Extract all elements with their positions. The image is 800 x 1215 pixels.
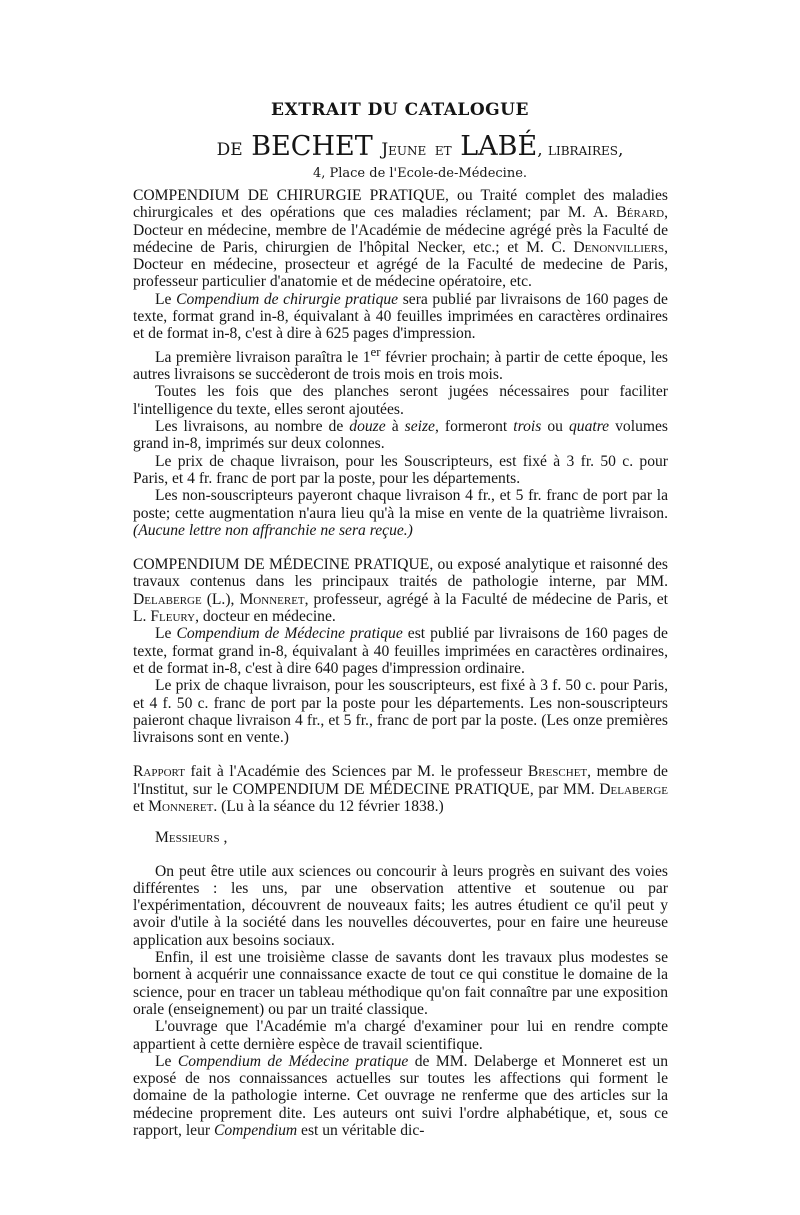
rapport-paragraph [133, 1053, 668, 1139]
rapport-paragraph: L'ouvrage que l'Académie m'a chargé d'examiner pour lui en rendre compte appartient à cette dernière espèce de travail scientifique. [133, 1018, 668, 1053]
entry-chirurgie-paragraph [133, 418, 668, 453]
entry-medecine-paragraph: Le prix de chaque livraison, pour les souscripteurs, est fixé à 3 f. 50 c. pour Paris, et 4 f. 50 c. franc de port par la poste pour les départements. Les non-souscripteurs paieront chaque livraison 4 fr., et 5 fr., franc de port par la poste. (Les onze premières livraisons sont en vente.) [133, 677, 668, 747]
author-berard: Bérard [616, 204, 665, 222]
text-run: Le [155, 1052, 178, 1070]
publisher-name [20, 131, 800, 166]
author-delaberge: Delaberge [133, 590, 202, 608]
entry-chirurgie-paragraph: Le prix de chaque livraison, pour les Souscripteurs, est fixé à 3 fr. 50 c. pour Paris, et 4 fr. franc de port par la poste, pour les départements. [133, 452, 668, 487]
text-run: Le [155, 290, 177, 308]
text-run: est un véritable dic- [297, 1122, 425, 1140]
text-run: ou [541, 418, 569, 436]
rapport-lead: Rapport [133, 763, 185, 781]
author-fleury: Fleury [150, 608, 196, 626]
publisher-jeune: Jeune [381, 140, 427, 160]
entry-chirurgie-heading [133, 187, 668, 291]
entry-chirurgie-desc: , Docteur en médecine, membre de l'Académie de médecine agrégé près la Faculté de médecine de Paris, chirurgien de l'hôpital Necker, etc.; et M. C. [133, 204, 668, 256]
publisher-de: DE [216, 140, 243, 160]
entry-medecine-desc: , professeur, agrégé à la Faculté de médecine de Paris, et L. [133, 590, 668, 626]
publisher-address: 4, Place de l'Ecole-de-Médecine. [312, 166, 528, 181]
text-run: est publié par livraisons de 160 pages de texte, format grand in-8, équivalant à 40 feuilles imprimées en caractères ordinaires, et de format in-8, c'est à dire 640 pages d'impression ordinaire. [133, 625, 668, 677]
text-run: , formeront [434, 418, 514, 436]
publisher-labe: LABÉ [460, 131, 538, 162]
text-run: . (Lu à la séance du 12 février 1838.) [213, 797, 444, 815]
entry-medecine-heading [133, 556, 668, 625]
text-run: Les non-souscripteurs payeront chaque livraison 4 fr., et 5 fr. franc de port par la poste; cette augmentation n'aura lieu qu'à la mise en vente de la quatrième livraison. [133, 487, 668, 522]
emphasis: trois [513, 418, 542, 436]
entry-chirurgie-paragraph [133, 487, 668, 539]
salutation: Messieurs , [155, 829, 228, 847]
superscript: er [370, 343, 381, 359]
entry-chirurgie-title: COMPENDIUM DE CHIRURGIE PRATIQUE [133, 187, 446, 204]
publisher-libraires: , libraires, [537, 140, 624, 160]
text-run: février prochain; à partir de cette époque, les autres livraisons se succèderont de trois mois en trois mois. [133, 348, 668, 384]
entry-chirurgie-desc: , ou Traité complet des maladies chirurgicales et des opérations que ces maladies réclament; par M. A. [133, 187, 668, 222]
entry-chirurgie-paragraph [133, 343, 668, 384]
entry-medecine-desc: (L.), [201, 590, 240, 608]
text-run: Les livraisons, au nombre de [155, 418, 350, 436]
text-run: , membre de l'Institut, sur le COMPENDIUM DE MÉDECINE PRATIQUE, par MM. [133, 763, 668, 798]
name-delaberge: Delaberge [599, 780, 668, 798]
work-title: Compendium de Médecine pratique [177, 1052, 409, 1070]
text-run: de MM. Delaberge et Monneret est un exposé de nos connaissances actuelles sur toutes les affections qui forment le domaine de la pathologie interne. Cet ouvrage ne renferme que des articles sur la médecine proprement dite. Les auteurs ont suivi l'ordre alphabétique, et, sous ce rapport, leur [133, 1052, 668, 1140]
text-run: La première livraison paraîtra le 1 [155, 348, 371, 366]
text-run: volumes grand in-8, imprimés sur deux colonnes. [133, 418, 668, 453]
entry-chirurgie-desc: , Docteur en médecine, prosecteur et agrégé de la Faculté de medecine de Paris, professeur particulier d'anatomie et de médecine opératoire, etc. [133, 238, 668, 291]
author-denonvilliers: Denonvilliers [573, 238, 665, 256]
work-title: Compendium de chirurgie pratique [176, 290, 399, 308]
text-run: fait à l'Académie des Sciences par M. le professeur [184, 763, 528, 781]
name-monneret: Monneret [148, 797, 214, 815]
entry-medecine-paragraph [133, 625, 668, 677]
text-run: et [133, 797, 149, 815]
rapport-paragraph: On peut être utile aux sciences ou concourir à leurs progrès en suivant des voies différentes : les uns, par une observation attentive et soutenue ou par l'expérimentation, découvrent de nouveaux faits; les autres étudient ce qu'il peut y avoir d'utile à la société dans les nouvelles découvertes, pour en faire une heureuse application aux besoins sociaux. [133, 862, 668, 949]
entry-chirurgie-paragraph: Toutes les fois que des planches seront jugées nécessaires pour faciliter l'intelligence du texte, elles seront ajoutées. [133, 383, 668, 418]
name-breschet: Breschet [527, 763, 588, 781]
publisher-et: et [434, 140, 452, 160]
emphasis: douze [349, 418, 386, 436]
entry-medecine-desc: , docteur en médecine. [195, 608, 336, 626]
publisher-bechet: BECHET [251, 131, 373, 162]
emphasis: quatre [568, 418, 610, 436]
text-run: à [385, 418, 405, 436]
postage-note: (Aucune lettre non affranchie ne sera reçue.) [133, 521, 413, 539]
catalogue-body [133, 187, 668, 1139]
author-monneret: Monneret [239, 590, 305, 608]
work-title: Compendium de Médecine pratique [176, 625, 403, 643]
rapport-paragraph: Enfin, il est une troisième classe de savants dont les travaux plus modestes se bornent à acquérir une connaissance exacte de tout ce qui constitue le domaine de la science, pour en tracer un tableau méthodique qu'on fait connaître par une exposition orale (enseignement) ou par un traité classique. [133, 949, 668, 1018]
text-run: Le [155, 625, 177, 643]
work-title: Compendium [213, 1122, 298, 1140]
emphasis: seize [404, 418, 435, 436]
rapport-heading [133, 763, 668, 815]
text-run: sera publié par livraisons de 160 pages de texte, format grand in-8, équivalant à 40 feuilles imprimées en caractères ordinaires et de format in-8, c'est à dire à 625 pages d'impression. [133, 290, 668, 343]
catalogue-title: EXTRAIT DU CATALOGUE [271, 100, 529, 120]
entry-medecine-desc: , ou exposé analytique et raisonné des travaux contenus dans les principaux traités de pathologie interne, par MM. [133, 556, 668, 591]
entry-chirurgie-paragraph [133, 291, 668, 343]
entry-medecine-title: COMPENDIUM DE MÉDECINE PRATIQUE [133, 556, 430, 574]
